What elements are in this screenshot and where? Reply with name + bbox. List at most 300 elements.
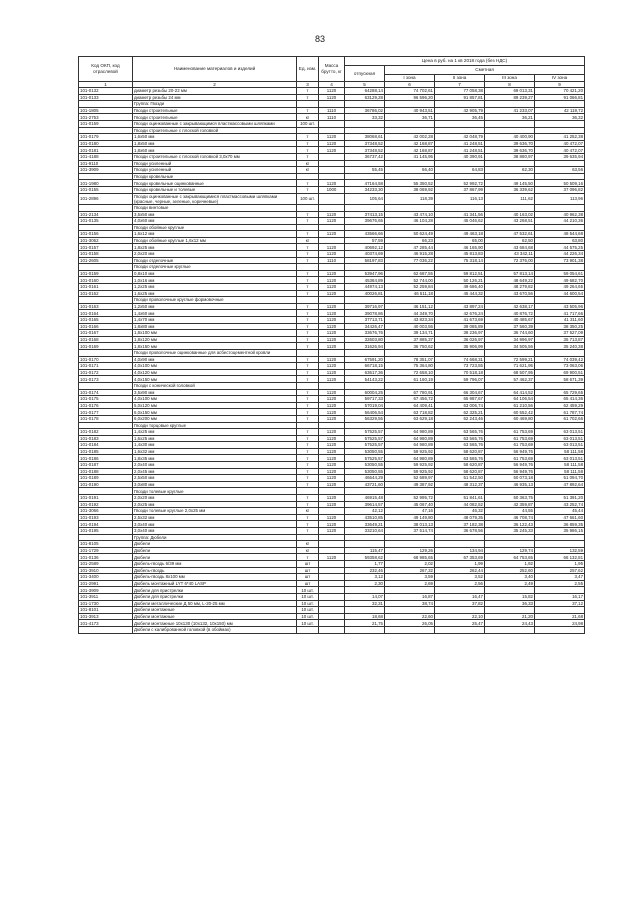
cell-zone-2: 63 565,76 [435, 435, 485, 442]
table-row [79, 442, 585, 449]
table-row [79, 114, 585, 121]
cell-unit: т [297, 257, 319, 264]
table-row [79, 323, 585, 330]
cell-release-price: 3,12 [345, 574, 385, 581]
table-row [79, 600, 585, 607]
cell-zone-1: 77 036,22 [385, 257, 435, 264]
cell-name: 1,8х60 мм [133, 147, 297, 154]
cell-name: 1,4х60 мм [133, 310, 297, 317]
cell-unit [297, 488, 319, 495]
cell-zone-2: 39 085,89 [435, 323, 485, 330]
cell-release-price: 47164,58 [345, 180, 385, 187]
cell-name: 4,0х90 мм [133, 356, 297, 363]
cell-zone-2: 66 304,67 [435, 389, 485, 396]
cell-mass: 1120 [319, 290, 345, 297]
cell-mass [319, 607, 345, 614]
cell-name: 4,0х60 мм [133, 218, 297, 225]
table-row [79, 167, 585, 174]
table-row [79, 270, 585, 277]
cell-mass [319, 560, 345, 567]
cell-unit: т [297, 317, 319, 324]
cell-zone-2 [435, 534, 485, 541]
cell-zone-4: 2,55 [535, 580, 585, 587]
cell-code: 101-0162 [79, 290, 133, 297]
cell-zone-3 [485, 607, 535, 614]
cell-zone-1: 38,74 [385, 600, 435, 607]
cell-zone-4: 63 013,51 [535, 435, 585, 442]
cell-zone-1 [385, 626, 435, 633]
cell-code: 101-0157 [79, 244, 133, 251]
cell-release-price: 42,12 [345, 508, 385, 515]
cell-zone-4: 43 505,96 [535, 303, 585, 310]
cell-zone-4: 51 094,70 [535, 475, 585, 482]
table-row [79, 94, 585, 101]
cell-zone-1: 42 168,87 [385, 147, 435, 154]
cell-code: 101-4173 [79, 620, 133, 627]
cell-zone-4: 1,95 [535, 560, 585, 567]
cell-zone-4: 49 264,65 [535, 284, 585, 291]
table-row [79, 574, 585, 581]
cell-zone-2: 45 444,32 [435, 290, 485, 297]
cell-code [79, 534, 133, 541]
table-row [79, 620, 585, 627]
table-row [79, 567, 585, 574]
cell-unit: т [297, 521, 319, 528]
cell-code: 101-0186 [79, 455, 133, 462]
cell-zone-2: 41 248,51 [435, 140, 485, 147]
cell-zone-3: 61 753,69 [485, 442, 535, 449]
cell-name: Гвозди кровельные и толевые [133, 186, 297, 193]
cell-name: Гвозди толевые круглые [133, 488, 297, 495]
cell-mass [319, 160, 345, 167]
cell-release-price: 32603,80 [345, 336, 385, 343]
cell-code: 101-2753 [79, 114, 133, 121]
cell-zone-4: 43 252,74 [535, 501, 585, 508]
cell-name: 4,0х100 мм [133, 396, 297, 403]
cell-name: 1,8х100 мм [133, 330, 297, 337]
price-table-container [78, 56, 584, 634]
cell-name: диаметр резьбы 24 мм [133, 94, 297, 101]
cell-code: 101-3913 [79, 613, 133, 620]
cell-zone-4: 69 900,51 [535, 369, 585, 376]
cell-zone-2: 1,99 [435, 560, 485, 567]
cell-zone-1 [385, 488, 435, 495]
cell-release-price: 32,31 [345, 600, 385, 607]
cell-zone-3 [485, 264, 535, 271]
cell-unit: т [297, 303, 319, 310]
cell-mass [319, 541, 345, 548]
cell-zone-4 [535, 488, 585, 495]
table-row [79, 560, 585, 567]
cell-zone-4 [535, 297, 585, 304]
cell-zone-4 [535, 534, 585, 541]
cell-name: Дюбели монтажные [133, 613, 297, 620]
cell-zone-2 [435, 127, 485, 134]
cell-code: 101-0164 [79, 310, 133, 317]
cell-zone-3: 46 708,74 [485, 514, 535, 521]
cell-name: 1,2х50 мм [133, 303, 297, 310]
table-row [79, 462, 585, 469]
cell-zone-4: 51 391,20 [535, 495, 585, 502]
header-zone-2: II зона [435, 75, 485, 82]
cell-name: 3,5х50 мм [133, 211, 297, 218]
cell-zone-2 [435, 120, 485, 127]
cell-zone-3: 61 753,69 [485, 435, 535, 442]
cell-code: 101-0136 [79, 554, 133, 561]
cell-release-price: 57525,57 [345, 455, 385, 462]
cell-zone-3: 3,40 [485, 574, 535, 581]
cell-zone-1: 267,32 [385, 567, 435, 574]
cell-code: 101-0194 [79, 521, 133, 528]
column-index: 7 [435, 81, 485, 87]
cell-zone-4 [535, 120, 585, 127]
cell-mass: 1120 [319, 402, 345, 409]
cell-zone-4: 24,98 [535, 620, 585, 627]
cell-mass: 1120 [319, 435, 345, 442]
cell-zone-1: 37 885,37 [385, 336, 435, 343]
cell-zone-4 [535, 607, 585, 614]
cell-zone-1: 42 168,87 [385, 140, 435, 147]
cell-unit: т [297, 528, 319, 535]
cell-code [79, 173, 133, 180]
cell-unit: т [297, 396, 319, 403]
cell-zone-4: 49 682,70 [535, 277, 585, 284]
cell-unit: шт [297, 574, 319, 581]
cell-zone-3: 61 210,56 [485, 402, 535, 409]
cell-unit: 10 шт. [297, 613, 319, 620]
cell-zone-2 [435, 101, 485, 108]
cell-zone-3: 43 268,51 [485, 218, 535, 225]
cell-unit: т [297, 468, 319, 475]
cell-zone-1: 129,26 [385, 547, 435, 554]
cell-zone-2: 62 243,46 [435, 415, 485, 422]
cell-mass: 1120 [319, 455, 345, 462]
cell-code [79, 488, 133, 495]
cell-release-price [345, 382, 385, 389]
cell-name: Гвозди отделочные [133, 257, 297, 264]
cell-name: 1,6х25 мм [133, 435, 297, 442]
cell-name: Дюбель-гвоздь 8х100 мм [133, 574, 297, 581]
cell-zone-1: 43 474,10 [385, 211, 435, 218]
cell-release-price [345, 587, 385, 594]
cell-zone-4: 74 039,42 [535, 356, 585, 363]
table-row [79, 336, 585, 343]
cell-code [79, 127, 133, 134]
cell-zone-1: 3,59 [385, 574, 435, 581]
cell-zone-4: 41 311,60 [535, 317, 585, 324]
table-row [79, 501, 585, 508]
table-row [79, 297, 585, 304]
cell-name: 1,4х30 мм [133, 442, 297, 449]
cell-name: Гвозди обойные круглые 1,6х12 мм [133, 237, 297, 244]
cell-zone-2: 46,32 [435, 508, 485, 515]
cell-zone-1: 49 387,92 [385, 481, 435, 488]
cell-mass: 1120 [319, 147, 345, 154]
cell-zone-3 [485, 626, 535, 633]
column-index: 4 [319, 81, 345, 87]
cell-name: Гвозди усиленный [133, 160, 297, 167]
table-row [79, 415, 585, 422]
cell-code [79, 382, 133, 389]
cell-zone-2: 37 182,38 [435, 521, 485, 528]
cell-code [79, 422, 133, 429]
cell-release-price [345, 349, 385, 356]
table-row [79, 310, 585, 317]
cell-zone-1: 74 702,61 [385, 88, 435, 95]
cell-zone-1: 39 134,71 [385, 330, 435, 337]
cell-zone-4: 58 111,58 [535, 448, 585, 455]
cell-unit: т [297, 153, 319, 160]
cell-unit: т [297, 94, 319, 101]
cell-release-price: 21,75 [345, 620, 385, 627]
cell-zone-3: 40 485,67 [485, 317, 535, 324]
cell-zone-3: 69 013,31 [485, 88, 535, 95]
cell-zone-2 [435, 349, 485, 356]
cell-name: Гвозди проволочные оцинкованные для асбестоцементной кровли [133, 349, 297, 356]
table-row [79, 237, 585, 244]
table-row [79, 204, 585, 211]
cell-unit [297, 534, 319, 541]
cell-zone-3 [485, 488, 535, 495]
table-row [79, 231, 585, 238]
cell-unit: т [297, 442, 319, 449]
cell-zone-3: 37 560,39 [485, 323, 535, 330]
cell-unit: т [297, 554, 319, 561]
cell-zone-2: 37 867,99 [435, 186, 485, 193]
cell-zone-3 [485, 224, 535, 231]
cell-release-price: 45384,89 [345, 277, 385, 284]
cell-zone-4: 36 859,35 [535, 521, 585, 528]
header-zone-4: IV зона [535, 75, 585, 82]
cell-name: 1,8х120 мм [133, 336, 297, 343]
cell-zone-3: 72 599,21 [485, 356, 535, 363]
header-name: Наименование материалов и изделий [133, 57, 297, 82]
table-row [79, 330, 585, 337]
cell-zone-3: 61 753,69 [485, 455, 535, 462]
cell-mass [319, 626, 345, 633]
cell-zone-4: 59 054,61 [535, 270, 585, 277]
cell-code [79, 626, 133, 633]
cell-release-price: 38068,61 [345, 134, 385, 141]
cell-code: 101-0155 [79, 186, 133, 193]
cell-release-price: 31626,94 [345, 343, 385, 350]
cell-name: Дюбели для пристрелки [133, 587, 297, 594]
cell-code: 101-2896 [79, 193, 133, 204]
cell-unit: т [297, 270, 319, 277]
cell-zone-3: 46 935,13 [485, 481, 535, 488]
cell-name: 2,0х45 мм [133, 468, 297, 475]
cell-unit: т [297, 514, 319, 521]
cell-name: Дюбели монтажные [133, 607, 297, 614]
cell-zone-3: 44,55 [485, 508, 535, 515]
cell-zone-4: 63 013,51 [535, 429, 585, 436]
cell-zone-3: 47 532,61 [485, 231, 535, 238]
cell-unit: т [297, 356, 319, 363]
cell-mass: 1120 [319, 303, 345, 310]
cell-release-price: 1,77 [345, 560, 385, 567]
cell-code: 101-0180 [79, 140, 133, 147]
cell-code: 101-0169 [79, 343, 133, 350]
cell-zone-4: 45,44 [535, 508, 585, 515]
cell-zone-4 [535, 349, 585, 356]
cell-zone-3: 42 638,17 [485, 303, 535, 310]
cell-zone-4: 39 635,94 [535, 153, 585, 160]
cell-code: 101-3400 [79, 574, 133, 581]
table-row [79, 435, 585, 442]
cell-zone-2: 45 813,83 [435, 251, 485, 258]
cell-zone-1: 64 980,89 [385, 429, 435, 436]
cell-zone-1 [385, 422, 435, 429]
cell-zone-4: 47 661,60 [535, 514, 585, 521]
cell-release-price: 57525,57 [345, 442, 385, 449]
cell-unit: т [297, 134, 319, 141]
cell-name: Гвозди оцинкованные с закрывающимся пластмассовыми шляпками [133, 120, 297, 127]
cell-zone-4: 35 986,15 [535, 528, 585, 535]
cell-release-price [345, 101, 385, 108]
cell-zone-3: 36 744,60 [485, 330, 535, 337]
cell-zone-1: 52 689,97 [385, 475, 435, 482]
cell-zone-2: 91 857,81 [435, 94, 485, 101]
cell-name: Дюбели [133, 554, 297, 561]
cell-code: 101-2589 [79, 560, 133, 567]
cell-unit: кг [297, 237, 319, 244]
cell-zone-2: 41 248,51 [435, 147, 485, 154]
cell-name: 1,4х70 мм [133, 317, 297, 324]
cell-zone-1: 22,60 [385, 613, 435, 620]
cell-unit [297, 382, 319, 389]
cell-zone-3: 56 949,76 [485, 462, 535, 469]
cell-release-price [345, 488, 385, 495]
cell-code: 101-8105 [79, 541, 133, 548]
table-row [79, 349, 585, 356]
cell-zone-4: 44 226,34 [535, 251, 585, 258]
cell-zone-1: 45 067,40 [385, 501, 435, 508]
cell-zone-1: 75 364,80 [385, 363, 435, 370]
cell-zone-2: 40 390,91 [435, 153, 485, 160]
cell-zone-2: 63 565,76 [435, 455, 485, 462]
header-code: Код ОКП, код отраслевой [79, 57, 133, 82]
cell-code: 101-3909 [79, 587, 133, 594]
cell-zone-3 [485, 534, 535, 541]
cell-zone-2: 51 542,50 [435, 475, 485, 482]
cell-zone-2: 36 026,97 [435, 336, 485, 343]
cell-unit: т [297, 435, 319, 442]
cell-code: 101-0171 [79, 363, 133, 370]
cell-unit [297, 173, 319, 180]
cell-zone-1 [385, 607, 435, 614]
table-row [79, 369, 585, 376]
cell-release-price: 53050,55 [345, 448, 385, 455]
cell-mass: 1110 [319, 107, 345, 114]
cell-mass: 1120 [319, 409, 345, 416]
cell-release-price: 58197,83 [345, 257, 385, 264]
cell-name: 3,0х40 мм [133, 521, 297, 528]
table-row [79, 534, 585, 541]
cell-code: 101-0132 [79, 88, 133, 95]
cell-unit: т [297, 475, 319, 482]
cell-code: 101-0189 [79, 475, 133, 482]
cell-release-price: 39614,57 [345, 501, 385, 508]
cell-name: Гвозди проволочные круглые формовочные [133, 297, 297, 304]
cell-zone-1: 43 823,34 [385, 317, 435, 324]
cell-zone-3: 68 507,95 [485, 369, 535, 376]
cell-zone-4: 21,68 [535, 613, 585, 620]
cell-zone-3 [485, 160, 535, 167]
cell-mass: 1120 [319, 336, 345, 343]
cell-release-price [345, 160, 385, 167]
cell-mass: 1120 [319, 481, 345, 488]
cell-unit: кг [297, 541, 319, 548]
cell-mass [319, 173, 345, 180]
cell-zone-2 [435, 160, 485, 167]
cell-release-price: 64288,14 [345, 88, 385, 95]
cell-zone-2: 49 686,40 [435, 284, 485, 291]
cell-zone-4: 58 111,58 [535, 468, 585, 475]
cell-name: 0,8х10 мм [133, 270, 297, 277]
cell-name: 1,0х16 мм [133, 277, 297, 284]
cell-name: Гвозди усиленный [133, 167, 297, 174]
cell-zone-4: 38 350,25 [535, 323, 585, 330]
cell-zone-3: 64 106,54 [485, 396, 535, 403]
cell-release-price: 63129,28 [345, 94, 385, 101]
cell-unit: т [297, 501, 319, 508]
cell-zone-1: 64 980,89 [385, 442, 435, 449]
table-row [79, 422, 585, 429]
cell-code: 101-1730 [79, 600, 133, 607]
cell-mass: 1120 [319, 356, 345, 363]
cell-release-price: 56406,54 [345, 409, 385, 416]
cell-release-price: 39676,65 [345, 218, 385, 225]
cell-unit: т [297, 277, 319, 284]
cell-release-price: 59717,33 [345, 396, 385, 403]
cell-code: 101-0191 [79, 495, 133, 502]
cell-release-price: 115,47 [345, 547, 385, 554]
cell-unit [297, 422, 319, 429]
cell-zone-1: 44 349,70 [385, 310, 435, 317]
cell-release-price: 57019,04 [345, 402, 385, 409]
cell-mass: 1120 [319, 475, 345, 482]
cell-zone-1: 72 658,10 [385, 369, 435, 376]
cell-unit: т [297, 290, 319, 297]
table-row [79, 508, 585, 515]
cell-unit: т [297, 244, 319, 251]
cell-zone-4 [535, 224, 585, 231]
cell-zone-4: 58 671,39 [535, 376, 585, 383]
cell-name: 2,0х40 мм [133, 462, 297, 469]
cell-zone-1: 36,71 [385, 114, 435, 121]
cell-name: Гвозди кровельные [133, 173, 297, 180]
cell-zone-3 [485, 120, 535, 127]
cell-release-price: 57,59 [345, 237, 385, 244]
cell-mass [319, 193, 345, 204]
cell-zone-4: 41 717,66 [535, 310, 585, 317]
cell-zone-2 [435, 204, 485, 211]
cell-mass: 1120 [319, 270, 345, 277]
cell-zone-1: 2,02 [385, 560, 435, 567]
cell-code: 101-0173 [79, 376, 133, 383]
cell-zone-3: 1,92 [485, 560, 535, 567]
cell-code: 101-0181 [79, 147, 133, 154]
cell-code: 101-3066 [79, 508, 133, 515]
table-row [79, 134, 585, 141]
cell-zone-1: 118,39 [385, 193, 435, 204]
table-row [79, 317, 585, 324]
cell-zone-3: 36,33 [485, 600, 535, 607]
cell-zone-1: 63 629,18 [385, 415, 435, 422]
cell-release-price: 43721,60 [345, 481, 385, 488]
cell-mass: 1120 [319, 468, 345, 475]
cell-name: 2,0х25 мм [133, 501, 297, 508]
